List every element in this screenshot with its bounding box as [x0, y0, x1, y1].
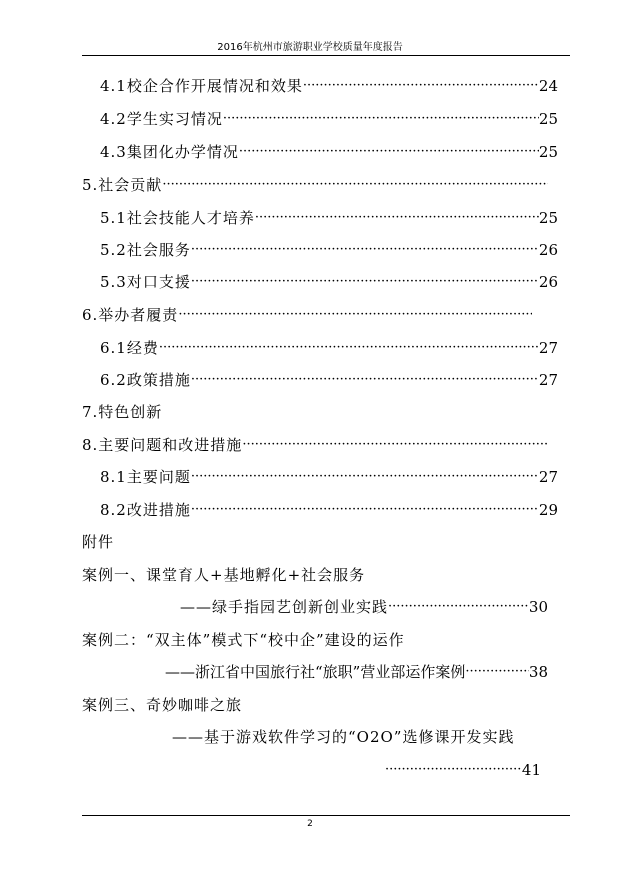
case1-subtitle-entry[interactable] — [180, 595, 548, 619]
case3-subtitle[interactable]: ——基于游戏软件学习的“O2O”选修课开发实践 — [172, 728, 515, 746]
case2-subtitle-entry[interactable] — [165, 660, 548, 684]
header-title: 2016年杭州市旅游职业学校质量年度报告 — [217, 42, 403, 53]
toc-entry-text: 7.特色创新 — [82, 403, 163, 421]
case3-title[interactable]: 案例三、奇妙咖啡之旅 — [82, 696, 243, 714]
case2-page: 38 — [528, 663, 548, 681]
header-rule — [82, 55, 570, 56]
toc-entry-text: 4.3集团化办学情况 — [100, 143, 239, 161]
toc-entry-text: 5.3对口支援 — [100, 273, 191, 291]
toc-entry[interactable] — [82, 303, 532, 327]
toc-leader-dots — [178, 303, 532, 327]
toc-entry-text: 8.2改进措施 — [100, 501, 191, 519]
toc-entry-text: 5.社会贡献 — [82, 176, 163, 194]
footer-rule — [82, 815, 570, 816]
page-number: 2 — [307, 819, 313, 829]
toc-entry-text: 6.1经费 — [100, 339, 159, 357]
toc-leader-dots — [255, 206, 539, 230]
case3-page-entry[interactable] — [385, 758, 541, 782]
toc-leader-dots — [242, 433, 548, 457]
toc-entry-page: 27 — [538, 371, 558, 389]
toc-leader-dots — [191, 238, 539, 262]
toc-entry[interactable] — [100, 107, 558, 131]
toc-entry-text: 4.1校企合作开展情况和效果 — [100, 77, 303, 95]
case3-page: 41 — [521, 761, 541, 779]
toc-entry-text: 6.2政策措施 — [100, 371, 191, 389]
toc-leader-dots — [191, 368, 539, 392]
toc-entry-page: 26 — [538, 241, 558, 259]
toc-entry[interactable] — [100, 498, 558, 522]
toc-leader-dots — [465, 660, 529, 684]
toc-entry[interactable] — [100, 465, 558, 489]
toc-leader-dots — [223, 107, 539, 131]
appendix-title: 附件 — [82, 533, 115, 551]
toc-entry-text: 5.2社会服务 — [100, 241, 191, 259]
toc-entry-page: 25 — [538, 110, 558, 128]
toc-entry[interactable] — [82, 400, 192, 424]
toc-entry-page: 25 — [538, 209, 558, 227]
toc-leader-dots — [191, 498, 539, 522]
toc-entry[interactable] — [100, 238, 558, 262]
toc-entry-page: 27 — [538, 468, 558, 486]
toc-leader-dots — [159, 336, 539, 360]
toc-entry[interactable] — [100, 140, 558, 164]
case1-page: 30 — [528, 598, 548, 616]
toc-entry-text: 8.主要问题和改进措施 — [82, 436, 243, 454]
toc-entry-page: 24 — [538, 77, 558, 95]
case2-subtitle: ——浙江省中国旅行社“旅职”营业部运作案例 — [165, 663, 466, 681]
toc-leader-dots — [191, 465, 539, 489]
toc-entry-page: 29 — [538, 501, 558, 519]
toc-entry-page: 26 — [538, 273, 558, 291]
toc-entry-page: 27 — [538, 339, 558, 357]
toc-entry-text: 8.1主要问题 — [100, 468, 191, 486]
toc-leader-dots — [239, 140, 539, 164]
toc-entry[interactable] — [100, 206, 558, 230]
case1-title[interactable]: 案例一、课堂育人+基地孵化+社会服务 — [82, 566, 366, 584]
toc-leader-dots — [388, 595, 529, 619]
toc-entry[interactable] — [82, 433, 548, 457]
toc-entry[interactable] — [82, 173, 548, 197]
toc-leader-dots — [385, 758, 522, 782]
toc-leader-dots — [191, 270, 539, 294]
case2-title[interactable]: 案例二：“双主体”模式下“校中企”建设的运作 — [82, 631, 405, 649]
toc-entry-text: 4.2学生实习情况 — [100, 110, 223, 128]
toc-entry-text: 5.1社会技能人才培养 — [100, 209, 255, 227]
toc-entry-text: 6.举办者履责 — [82, 306, 179, 324]
toc-entry-page: 25 — [538, 143, 558, 161]
toc-entry[interactable] — [100, 368, 558, 392]
toc-leader-dots — [303, 74, 539, 98]
toc-entry[interactable] — [100, 74, 558, 98]
toc-entry[interactable] — [100, 336, 558, 360]
toc-entry[interactable] — [100, 270, 558, 294]
toc-leader-dots — [162, 173, 548, 197]
case1-subtitle: ——绿手指园艺创新创业实践 — [180, 598, 389, 616]
